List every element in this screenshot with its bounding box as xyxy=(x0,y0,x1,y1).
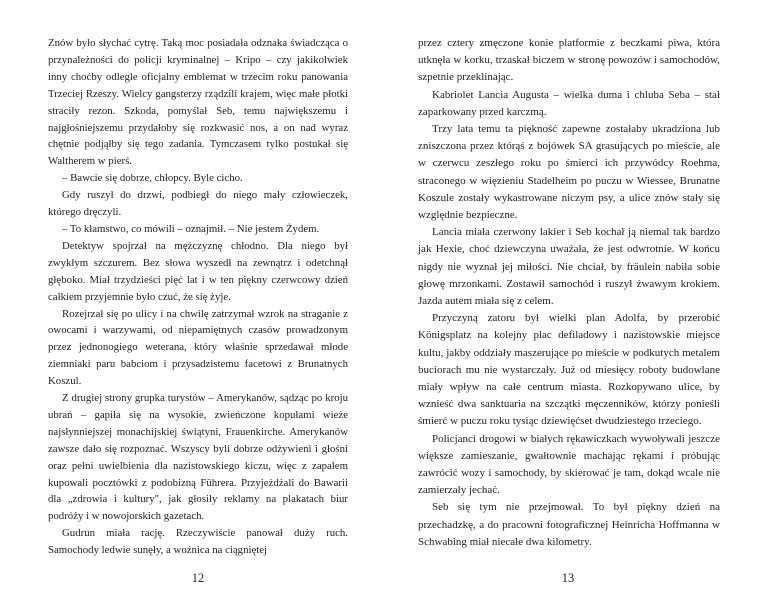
paragraph: przez cztery zmęczone konie platformie z beczkami piwa, która utknęła w korku, trzaskał biczem w stronę powozów i samochodów, szpetnie przeklinając. xyxy=(418,37,720,84)
paragraph: – Bawcie się dobrze, chłopcy. Byle cicho. xyxy=(62,172,243,185)
paragraph: Gudrun miała rację. Rzeczywiście panował duży ruch. Samochody ledwie sunęły, a woźnica na ciągniętej xyxy=(48,527,348,557)
paragraph: Detektyw spojrzał na mężczyznę chłodno. Dla niego był zwykłym szczurem. Bez słowa wyszedł na zewnątrz i odetchnął głęboko. Miał trzydzieści pięć lat i w ten piękny czerwcowy dzień całkiem przyjemnie było czuć, że się żyje. xyxy=(48,239,348,303)
paragraph: – To kłamstwo, co mówili – oznajmił. – Nie jestem Żydem. xyxy=(62,222,320,235)
paragraph: Przyczyną zatoru był wielki plan Adolfa, by przerobić Königsplatz na kolejny plac defiladowy i nazistowskie miejsce kultu, jakby oddziały maszerujące po mieście w podkutych metalem buciorach mu nie wystarczały. Już od miesięcy roboty budowlane miały wpływ na całe centrum miasta. Rozkopywano ulice, by wznieść dwa sanktuaria na szczątki męczenników, którzy ponieśli śmierć w puczu roku tysiąc dziewięćset dwudziestego trzeciego. xyxy=(418,312,720,428)
paragraph: Gdy ruszył do drzwi, podbiegł do niego mały człowieczek, którego dręczyli. xyxy=(48,189,348,219)
paragraph: Kabriolet Lancia Augusta – wielka duma i chluba Seba – stał zaparkowany przed karczmą. xyxy=(418,88,720,118)
right-page xyxy=(380,0,760,605)
left-page-text xyxy=(48,35,348,559)
paragraph: Lancia miała czerwony lakier i Seb kochał ją niemal tak bardzo jak Hexie, choć dziewczyna uważała, że jest odwrotnie. W końcu nigdy nie wyznał jej miłości. Nie chciał, by fräulein nabiła sobie głowę mrzonkami. Zostawił samochód i ruszył żwawym krokiem. Jazda autem miała się z celem. xyxy=(418,226,720,308)
paragraph: Z drugiej strony grupka turystów – Amerykanów, sądząc po kroju ubrań – gapiła się na wysokie, zwieńczone kopułami wieże najsłynniejszej monachijskiej świątyni, Frauenkirche. Amerykanów zawsze dało się rozpoznać. Wszyscy byli dobrze odżywieni i głośni oraz pełni uwielbienia dla nazistowskiego kiczu, więc z zapałem kupowali pocztówki z podobizną Führera. Przyjeżdżali do Bawarii dla „zdrowia i kultury", jak głosiły reklamy na plakatach biur podróży i w nowojorskich gazetach. xyxy=(48,392,348,523)
paragraph: Policjanci drogowi w białych rękawiczkach wywoływali jeszcze większe zamieszanie, gwałtownie machając rękami i próbując zawrócić wozy i samochody, by skierować je tam, dokąd wcale nie zamierzały jechać. xyxy=(418,432,720,497)
paragraph: Znów było słychać cytrę. Taką moc posiadała odznaka świadcząca o przynależności do policji kryminalnej – Kripo – czy jakikolwiek inny choćby odlegle oficjalny emblemat w trzecim roku panowania Trzeciej Rzeszy. Wielcy gangsterzy rządzili krajem, więc małe płotki straciły rezon. Szkoda, pomyślał Seb, temu największemu i najgłośniejszemu przydałoby się rozkwasić nos, a on nad wyraz chętnie podjąłby się tego zadania. Tymczasem tylko postukał się Waltherem w pierś. xyxy=(48,37,348,168)
right-page-text xyxy=(418,35,720,551)
paragraph: Rozejrzał się po ulicy i na chwilę zatrzymał wzrok na straganie z owocami i warzywami, od niepamiętnych czasów prowadzonym przez jednonogiego weterana, który właśnie sprzedawał młode ziemniaki paru babciom i przysadzistemu facetowi z Brunatnych Koszul. xyxy=(48,307,348,388)
page-number: 12 xyxy=(191,571,205,585)
paragraph: Seb się tym nie przejmował. To był piękny dzień na przechadzkę, a do pracowni fotograficznej Heinricha Hoffmanna w Schwabing miał niecałe dwa kilometry. xyxy=(418,501,720,548)
paragraph: Trzy lata temu ta piękność zapewne zostałaby ukradziona lub zniszczona przez którąś z bojówek SA grasujących po mieście, ale w czerwcu zeszłego roku po śmierci ich przywódcy Roehma, straconego w więzieniu Stadelheim po puczu w Wiessee, Brunatne Koszule zostały wykastrowane niczym psy, a ulice znów stały się względnie bezpieczne. xyxy=(418,123,720,222)
page-number: 13 xyxy=(561,571,575,585)
